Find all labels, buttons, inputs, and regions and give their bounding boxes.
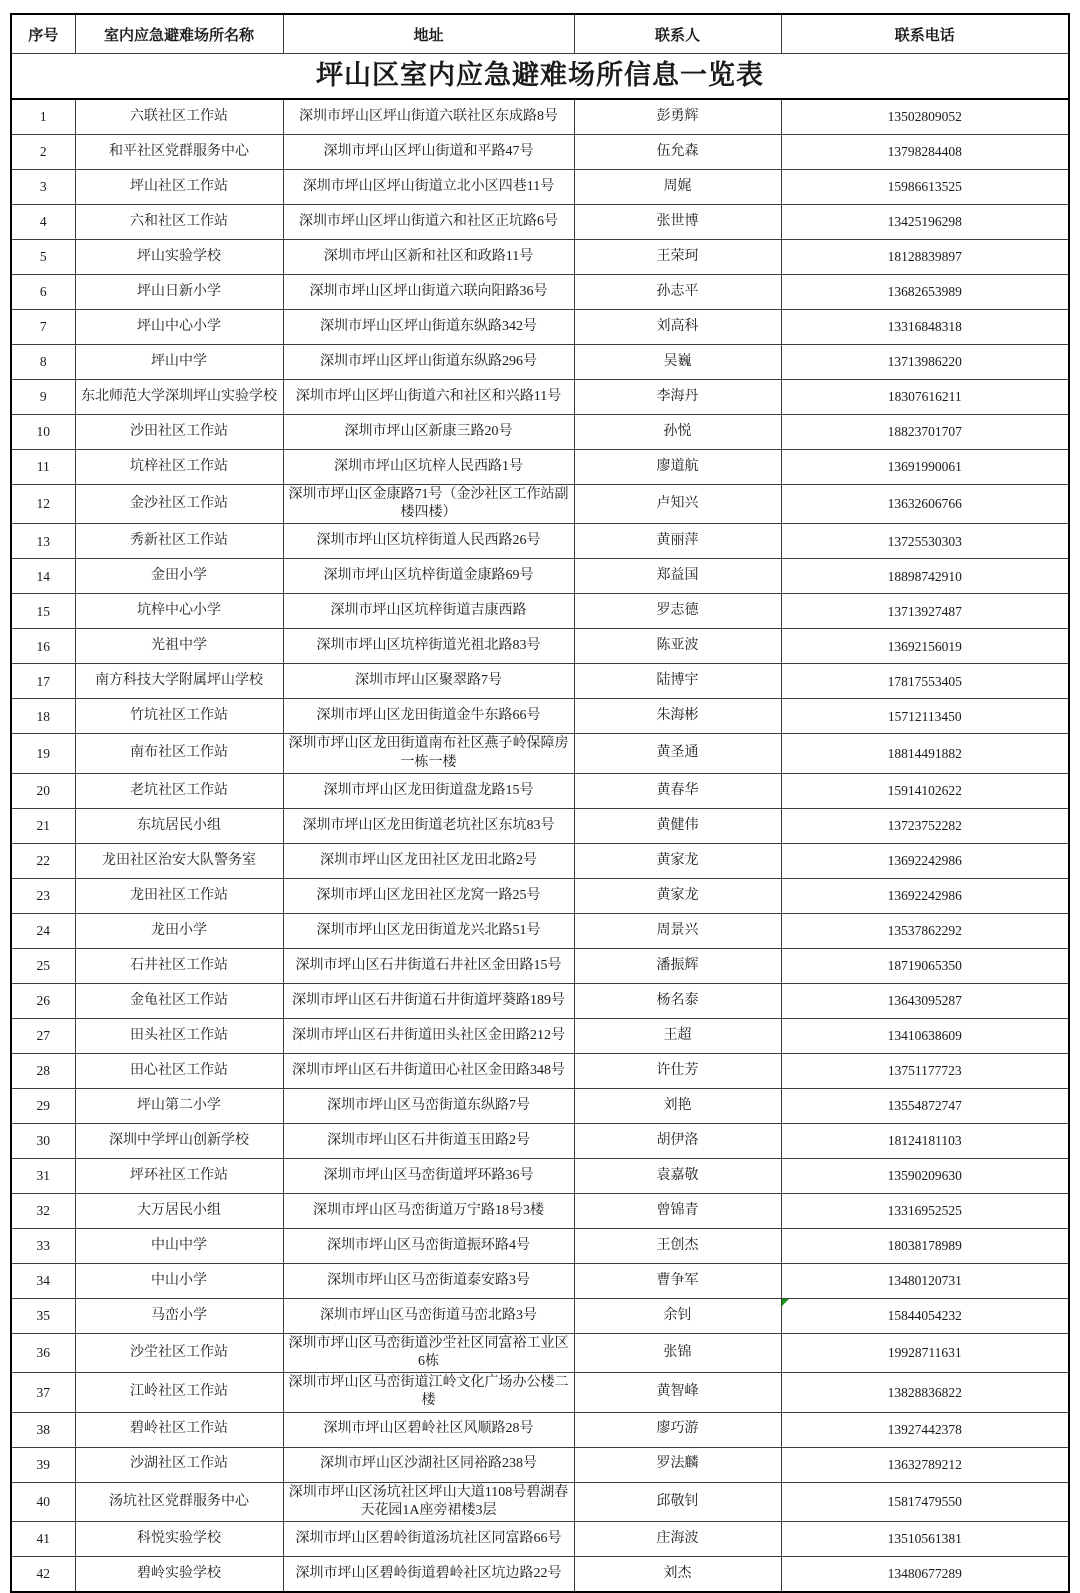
cell-seq: 32 [11,1193,75,1228]
cell-contact: 胡伊洛 [574,1123,781,1158]
cell-phone: 13725530303 [781,524,1069,559]
cell-phone: 15712113450 [781,699,1069,734]
cell-contact: 周景兴 [574,913,781,948]
column-header-phone: 联系电话 [781,14,1069,54]
cell-phone: 18124181103 [781,1123,1069,1158]
cell-seq: 5 [11,240,75,275]
cell-name: 老坑社区工作站 [75,773,283,808]
cell-seq: 27 [11,1018,75,1053]
cell-name: 和平社区党群服务中心 [75,135,283,170]
table-row [11,1053,1069,1088]
cell-phone: 13798284408 [781,135,1069,170]
cell-address: 深圳市坪山区马峦街道振环路4号 [283,1228,574,1263]
cell-name: 光祖中学 [75,629,283,664]
cell-contact: 黄智峰 [574,1373,781,1412]
cell-seq: 11 [11,450,75,485]
cell-address: 深圳市坪山区聚翠路7号 [283,664,574,699]
table-row [11,983,1069,1018]
cell-name: 六和社区工作站 [75,205,283,240]
table-row [11,1521,1069,1556]
cell-contact: 郑益国 [574,559,781,594]
cell-seq: 7 [11,310,75,345]
cell-address: 深圳市坪山区马峦街道马峦北路3号 [283,1298,574,1333]
table-row [11,135,1069,170]
cell-contact: 廖道航 [574,450,781,485]
cell-name: 南布社区工作站 [75,734,283,773]
cell-seq: 29 [11,1088,75,1123]
cell-seq: 28 [11,1053,75,1088]
cell-phone: 18719065350 [781,948,1069,983]
cell-name: 田头社区工作站 [75,1018,283,1053]
cell-address: 深圳市坪山区石井街道田头社区金田路212号 [283,1018,574,1053]
cell-contact: 余钊 [574,1298,781,1333]
table-row [11,1298,1069,1333]
cell-phone: 19928711631 [781,1333,1069,1372]
cell-seq: 19 [11,734,75,773]
cell-phone: 13751177723 [781,1053,1069,1088]
cell-address: 深圳市坪山区碧岭社区风顺路28号 [283,1412,574,1447]
cell-address: 深圳市坪山区坑梓街道金康路69号 [283,559,574,594]
cell-name: 南方科技大学附属坪山学校 [75,664,283,699]
cell-seq: 33 [11,1228,75,1263]
cell-phone: 13480677289 [781,1556,1069,1592]
cell-contact: 吴巍 [574,345,781,380]
table-row [11,559,1069,594]
table-body [11,99,1069,1592]
cell-phone: 13692242986 [781,878,1069,913]
table-row [11,380,1069,415]
cell-name: 沙坣社区工作站 [75,1333,283,1372]
table-row [11,345,1069,380]
cell-phone: 15817479550 [781,1482,1069,1521]
cell-seq: 41 [11,1521,75,1556]
cell-address: 深圳市坪山区坑梓街道吉康西路 [283,594,574,629]
cell-contact: 彭勇辉 [574,99,781,135]
cell-phone: 13643095287 [781,983,1069,1018]
cell-address: 深圳市坪山区碧岭街道碧岭社区坑边路22号 [283,1556,574,1592]
cell-contact: 伍允森 [574,135,781,170]
cell-phone: 13590209630 [781,1158,1069,1193]
cell-address: 深圳市坪山区坪山街道六联向阳路36号 [283,275,574,310]
cell-contact: 罗志德 [574,594,781,629]
cell-address: 深圳市坪山区马峦街道坪环路36号 [283,1158,574,1193]
table-row [11,699,1069,734]
table-row [11,1447,1069,1482]
cell-contact: 邱敬钊 [574,1482,781,1521]
cell-address: 深圳市坪山区石井街道田心社区金田路348号 [283,1053,574,1088]
title-row [11,54,1069,100]
table-row [11,1556,1069,1592]
cell-address: 深圳市坪山区坑梓街道人民西路26号 [283,524,574,559]
cell-phone: 15986613525 [781,170,1069,205]
cell-address: 深圳市坪山区坑梓街道光祖北路83号 [283,629,574,664]
cell-phone: 13316848318 [781,310,1069,345]
table-row [11,205,1069,240]
cell-address: 深圳市坪山区碧岭街道汤坑社区同富路66号 [283,1521,574,1556]
cell-contact: 庄海波 [574,1521,781,1556]
cell-seq: 35 [11,1298,75,1333]
cell-address: 深圳市坪山区龙田街道老坑社区东坑83号 [283,808,574,843]
page-title: 坪山区室内应急避难场所信息一览表 [11,54,1069,100]
table-row [11,734,1069,773]
cell-contact: 王创杰 [574,1228,781,1263]
cell-phone: 13480120731 [781,1263,1069,1298]
cell-seq: 25 [11,948,75,983]
cell-address: 深圳市坪山区金康路71号（金沙社区工作站副楼四楼） [283,485,574,524]
cell-contact: 周娓 [574,170,781,205]
cell-name: 坪山社区工作站 [75,170,283,205]
cell-contact: 黄春华 [574,773,781,808]
cell-phone: 18128839897 [781,240,1069,275]
cell-address: 深圳市坪山区坪山街道六和社区和兴路11号 [283,380,574,415]
cell-phone: 13537862292 [781,913,1069,948]
table-row [11,1088,1069,1123]
table-row [11,170,1069,205]
cell-phone: 13692156019 [781,629,1069,664]
table-row [11,1158,1069,1193]
cell-phone: 18898742910 [781,559,1069,594]
cell-address: 深圳市坪山区马峦街道东纵路7号 [283,1088,574,1123]
cell-seq: 22 [11,843,75,878]
cell-name: 金龟社区工作站 [75,983,283,1018]
cell-name: 坪环社区工作站 [75,1158,283,1193]
cell-contact: 王荣珂 [574,240,781,275]
cell-name: 江岭社区工作站 [75,1373,283,1412]
cell-contact: 黄家龙 [574,878,781,913]
cell-phone: 13425196298 [781,205,1069,240]
cell-address: 深圳市坪山区坪山街道立北小区四巷11号 [283,170,574,205]
cell-phone: 13510561381 [781,1521,1069,1556]
cell-name: 坪山实验学校 [75,240,283,275]
cell-address: 深圳市坪山区龙田街道南布社区燕子岭保障房一栋一楼 [283,734,574,773]
cell-phone: 13410638609 [781,1018,1069,1053]
cell-seq: 36 [11,1333,75,1372]
cell-name: 坪山第二小学 [75,1088,283,1123]
table-row [11,1018,1069,1053]
table-row [11,878,1069,913]
cell-phone: 13692242986 [781,843,1069,878]
cell-name: 碧岭实验学校 [75,1556,283,1592]
cell-name: 金田小学 [75,559,283,594]
table-row [11,843,1069,878]
cell-contact: 张世博 [574,205,781,240]
cell-contact: 潘振辉 [574,948,781,983]
cell-contact: 刘艳 [574,1088,781,1123]
cell-phone: 13828836822 [781,1373,1069,1412]
cell-address: 深圳市坪山区坪山街道和平路47号 [283,135,574,170]
cell-seq: 31 [11,1158,75,1193]
cell-contact: 袁嘉敬 [574,1158,781,1193]
cell-address: 深圳市坪山区石井街道石井街道坪葵路189号 [283,983,574,1018]
cell-address: 深圳市坪山区马峦街道泰安路3号 [283,1263,574,1298]
cell-phone: 18307616211 [781,380,1069,415]
cell-seq: 10 [11,415,75,450]
cell-address: 深圳市坪山区石井街道玉田路2号 [283,1123,574,1158]
table-row [11,524,1069,559]
cell-address: 深圳市坪山区坪山街道六联社区东成路8号 [283,99,574,135]
cell-phone: 13632606766 [781,485,1069,524]
table-row [11,1263,1069,1298]
cell-phone: 13316952525 [781,1193,1069,1228]
cell-contact: 陈亚波 [574,629,781,664]
cell-name: 沙田社区工作站 [75,415,283,450]
cell-address: 深圳市坪山区龙田社区龙田北路2号 [283,843,574,878]
cell-name: 大万居民小组 [75,1193,283,1228]
cell-name: 六联社区工作站 [75,99,283,135]
cell-name: 龙田小学 [75,913,283,948]
table-row [11,1193,1069,1228]
cell-contact: 罗法麟 [574,1447,781,1482]
cell-name: 坑梓社区工作站 [75,450,283,485]
cell-name: 中山小学 [75,1263,283,1298]
table-row [11,629,1069,664]
cell-address: 深圳市坪山区汤坑社区坪山大道1108号碧湖春天花园1A座旁裙楼3层 [283,1482,574,1521]
cell-address: 深圳市坪山区沙湖社区同裕路238号 [283,1447,574,1482]
table-row [11,415,1069,450]
cell-address: 深圳市坪山区坑梓人民西路1号 [283,450,574,485]
cell-name: 金沙社区工作站 [75,485,283,524]
cell-phone: 13554872747 [781,1088,1069,1123]
cell-contact: 朱海彬 [574,699,781,734]
cell-name: 坪山日新小学 [75,275,283,310]
cell-contact: 李海丹 [574,380,781,415]
cell-phone: 18823701707 [781,415,1069,450]
cell-seq: 42 [11,1556,75,1592]
cell-contact: 黄健伟 [574,808,781,843]
cell-phone: 15914102622 [781,773,1069,808]
cell-name: 沙湖社区工作站 [75,1447,283,1482]
table-row [11,808,1069,843]
cell-contact: 王超 [574,1018,781,1053]
cell-contact: 卢知兴 [574,485,781,524]
table-row [11,240,1069,275]
cell-contact: 黄圣通 [574,734,781,773]
cell-address: 深圳市坪山区新和社区和政路11号 [283,240,574,275]
cell-phone: 13713986220 [781,345,1069,380]
cell-name: 田心社区工作站 [75,1053,283,1088]
cell-name: 龙田社区工作站 [75,878,283,913]
cell-phone: 13927442378 [781,1412,1069,1447]
cell-seq: 34 [11,1263,75,1298]
cell-name: 东北师范大学深圳坪山实验学校 [75,380,283,415]
cell-seq: 12 [11,485,75,524]
cell-contact: 杨名泰 [574,983,781,1018]
cell-phone: 13632789212 [781,1447,1069,1482]
cell-contact: 刘杰 [574,1556,781,1592]
cell-address: 深圳市坪山区马峦街道沙坣社区同富裕工业区6栋 [283,1333,574,1372]
cell-name: 坪山中学 [75,345,283,380]
cell-name: 竹坑社区工作站 [75,699,283,734]
cell-seq: 9 [11,380,75,415]
table-row [11,948,1069,983]
cell-address: 深圳市坪山区龙田街道金牛东路66号 [283,699,574,734]
table-row [11,99,1069,135]
cell-contact: 廖巧游 [574,1412,781,1447]
cell-seq: 4 [11,205,75,240]
cell-seq: 3 [11,170,75,205]
cell-contact: 刘高科 [574,310,781,345]
cell-address: 深圳市坪山区坪山街道六和社区正坑路6号 [283,205,574,240]
cell-name: 马峦小学 [75,1298,283,1333]
header-row [11,14,1069,54]
cell-seq: 1 [11,99,75,135]
cell-contact: 曹争军 [574,1263,781,1298]
cell-address: 深圳市坪山区坪山街道东纵路342号 [283,310,574,345]
cell-phone: 18038178989 [781,1228,1069,1263]
cell-seq: 26 [11,983,75,1018]
table-row [11,485,1069,524]
table-row [11,773,1069,808]
cell-contact: 孙悦 [574,415,781,450]
cell-contact: 张锦 [574,1333,781,1372]
cell-contact: 孙志平 [574,275,781,310]
cell-seq: 13 [11,524,75,559]
shelter-table-sheet [10,13,1068,1593]
table-row [11,913,1069,948]
column-header-contact: 联系人 [574,14,781,54]
cell-seq: 17 [11,664,75,699]
cell-seq: 14 [11,559,75,594]
table-row [11,1123,1069,1158]
cell-phone: 13723752282 [781,808,1069,843]
table-row [11,1373,1069,1412]
cell-seq: 2 [11,135,75,170]
cell-name: 东坑居民小组 [75,808,283,843]
cell-phone: 13713927487 [781,594,1069,629]
cell-phone: 13691990061 [781,450,1069,485]
cell-seq: 18 [11,699,75,734]
cell-phone: 13502809052 [781,99,1069,135]
table-row [11,1412,1069,1447]
cell-seq: 24 [11,913,75,948]
cell-address: 深圳市坪山区龙田街道龙兴北路51号 [283,913,574,948]
cell-seq: 40 [11,1482,75,1521]
cell-contact: 曾锦青 [574,1193,781,1228]
cell-phone: 15844054232 [781,1298,1069,1333]
cell-seq: 15 [11,594,75,629]
table-row [11,275,1069,310]
cell-address: 深圳市坪山区马峦街道万宁路18号3楼 [283,1193,574,1228]
cell-seq: 23 [11,878,75,913]
table-row [11,310,1069,345]
cell-name: 深圳中学坪山创新学校 [75,1123,283,1158]
table-header [11,14,1069,54]
cell-name: 碧岭社区工作站 [75,1412,283,1447]
cell-address: 深圳市坪山区龙田街道盘龙路15号 [283,773,574,808]
cell-seq: 38 [11,1412,75,1447]
table-row [11,594,1069,629]
cell-seq: 39 [11,1447,75,1482]
cell-contact: 许仕芳 [574,1053,781,1088]
cell-address: 深圳市坪山区石井街道石井社区金田路15号 [283,948,574,983]
column-header-seq: 序号 [11,14,75,54]
cell-address: 深圳市坪山区坪山街道东纵路296号 [283,345,574,380]
table-row [11,664,1069,699]
column-header-name: 室内应急避难场所名称 [75,14,283,54]
cell-name: 秀新社区工作站 [75,524,283,559]
shelter-table [10,13,1070,1593]
cell-phone: 18814491882 [781,734,1069,773]
cell-address: 深圳市坪山区龙田社区龙窝一路25号 [283,878,574,913]
cell-contact: 陆博宇 [574,664,781,699]
table-row [11,1482,1069,1521]
cell-seq: 21 [11,808,75,843]
cell-seq: 30 [11,1123,75,1158]
cell-name: 坑梓中心小学 [75,594,283,629]
table-row [11,450,1069,485]
cell-seq: 20 [11,773,75,808]
cell-address: 深圳市坪山区马峦街道江岭文化广场办公楼二楼 [283,1373,574,1412]
cell-contact: 黄丽萍 [574,524,781,559]
table-row [11,1333,1069,1372]
column-header-address: 地址 [283,14,574,54]
cell-name: 坪山中心小学 [75,310,283,345]
cell-address: 深圳市坪山区新康三路20号 [283,415,574,450]
cell-name: 石井社区工作站 [75,948,283,983]
cell-contact: 黄家龙 [574,843,781,878]
cell-seq: 16 [11,629,75,664]
cell-seq: 8 [11,345,75,380]
excel-green-triangle-marker [782,1299,789,1306]
cell-name: 科悦实验学校 [75,1521,283,1556]
cell-seq: 6 [11,275,75,310]
cell-name: 中山中学 [75,1228,283,1263]
cell-phone: 13682653989 [781,275,1069,310]
cell-name: 龙田社区治安大队警务室 [75,843,283,878]
table-row [11,1228,1069,1263]
cell-name: 汤坑社区党群服务中心 [75,1482,283,1521]
cell-phone: 17817553405 [781,664,1069,699]
cell-seq: 37 [11,1373,75,1412]
